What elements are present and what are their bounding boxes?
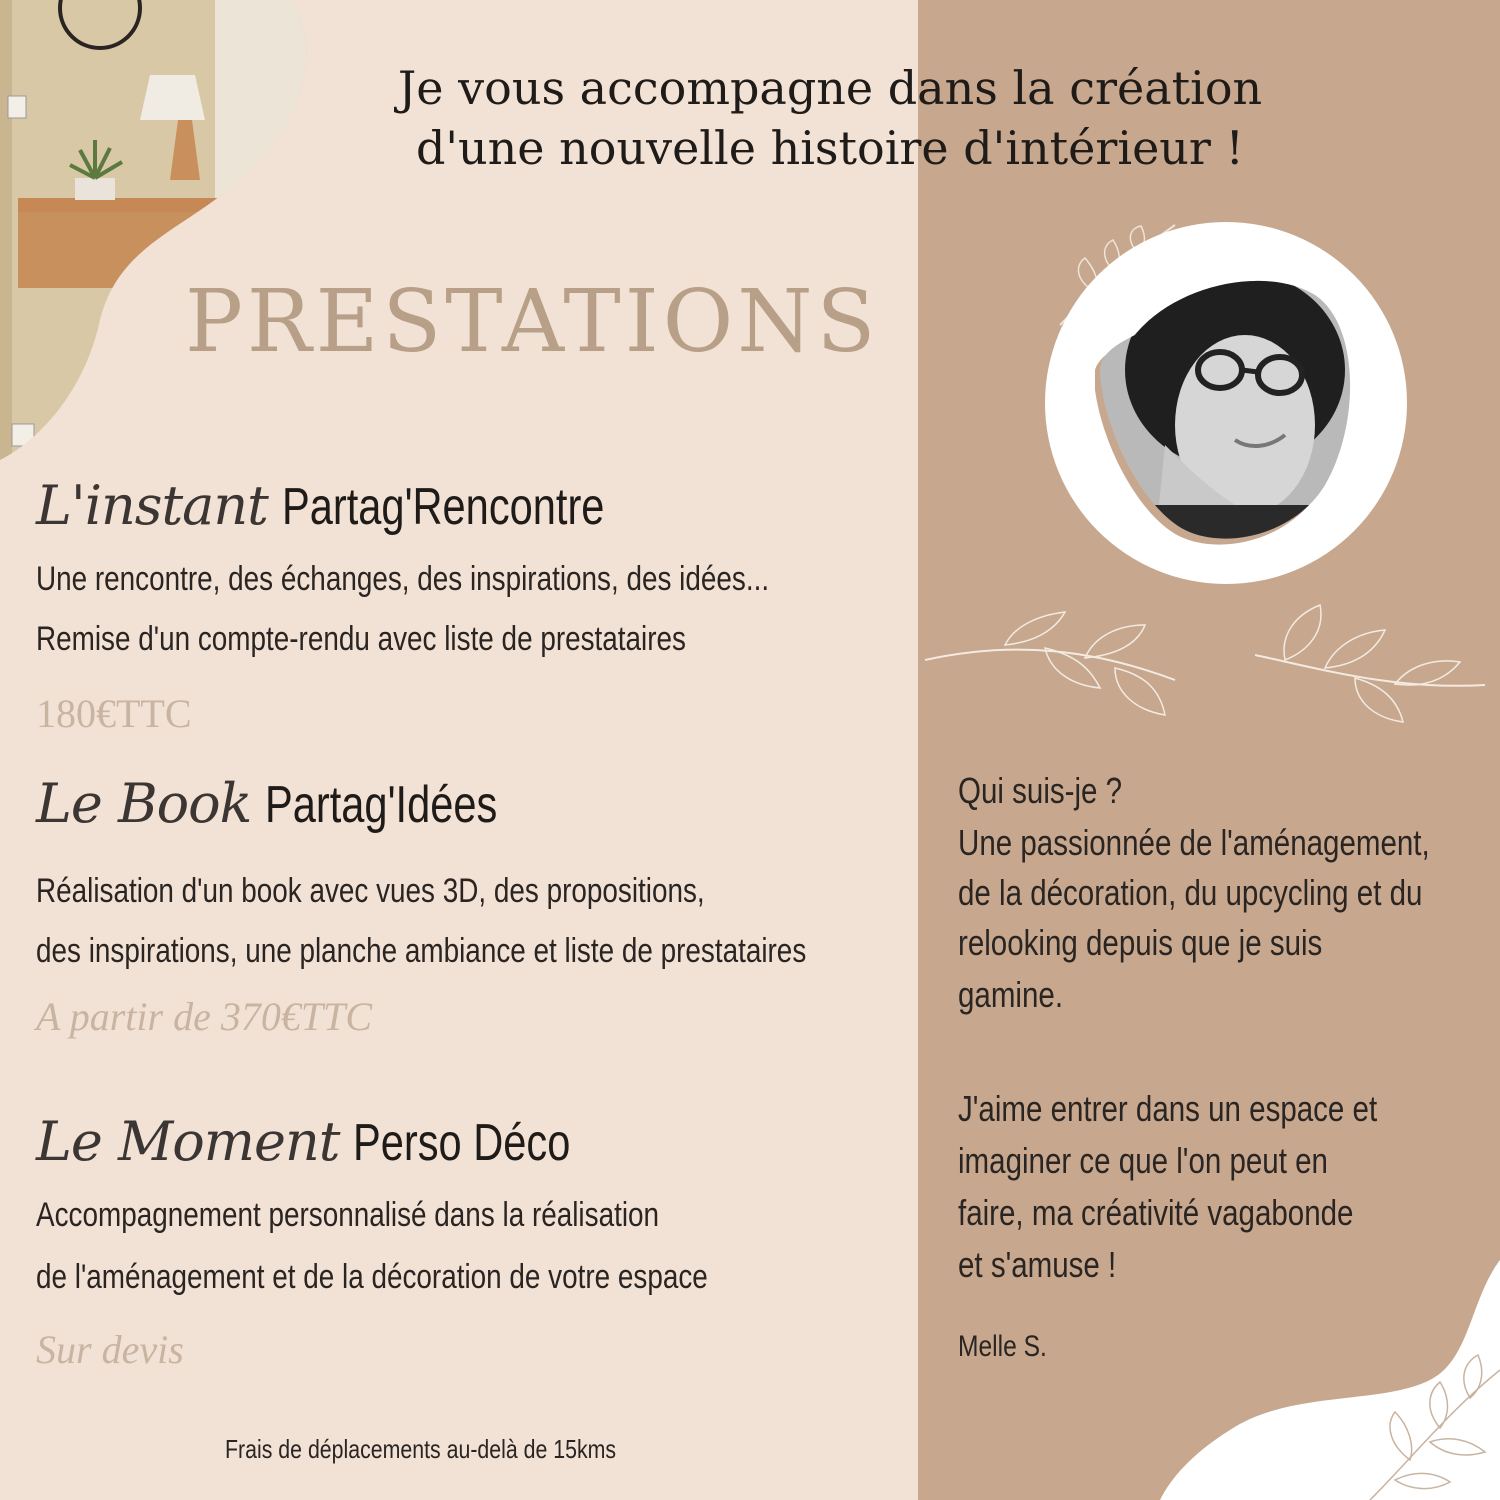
portrait-photo [1095, 275, 1357, 545]
service-1-heading [36, 474, 685, 537]
service-3-desc-2: de l'aménagement et de la décoration de votre espace [36, 1258, 708, 1296]
service-3-desc-1: Accompagnement personnalisé dans la réalisation [36, 1196, 660, 1234]
service-2-desc-2: des inspirations, une planche ambiance et liste de prestataires [36, 932, 807, 970]
travel-fee-note: Frais de déplacements au-delà de 15kms [225, 1434, 617, 1464]
signature: Melle S. [958, 1330, 1047, 1363]
interior-photo [0, 0, 330, 470]
bio-line-6: J'aime entrer dans un espace et [958, 1088, 1378, 1129]
service-2-name: Partag'Idées [265, 776, 498, 834]
service-3-price: Sur devis [36, 1327, 184, 1372]
bio-line-1: Qui suis-je ? [958, 770, 1123, 811]
section-title: PRESTATIONS [185, 272, 880, 372]
headline-line-2: d'une nouvelle histoire d'intérieur ! [415, 121, 1245, 175]
service-1-script: L'instant [36, 474, 268, 537]
service-1-price: 180€TTC [36, 691, 192, 736]
service-1-name: Partag'Rencontre [281, 478, 605, 536]
service-3-script: Le Moment [36, 1110, 340, 1173]
decor-blob-bottom-right [1140, 1260, 1500, 1500]
bio-line-8: faire, ma créativité vagabonde [958, 1192, 1354, 1233]
service-3-name: Perso Déco [353, 1114, 571, 1172]
service-2-heading [36, 772, 556, 835]
bio-line-2: Une passionnée de l'aménagement, [958, 822, 1430, 863]
service-3-heading [36, 1110, 625, 1173]
service-2-price: A partir de 370€TTC [36, 994, 372, 1039]
bio-line-4: relooking depuis que je suis [958, 922, 1323, 963]
service-1-desc-1: Une rencontre, des échanges, des inspirations, des idées... [36, 560, 770, 598]
bio-line-9: et s'amuse ! [958, 1244, 1117, 1285]
service-2-desc-1: Réalisation d'un book avec vues 3D, des propositions, [36, 872, 705, 910]
bio-line-7: imaginer ce que l'on peut en [958, 1140, 1328, 1181]
headline-line-1: Je vous accompagne dans la création [397, 61, 1263, 115]
service-2-script: Le Book [36, 772, 252, 835]
bio-line-5: gamine. [958, 974, 1064, 1015]
service-1-desc-2: Remise d'un compte-rendu avec liste de prestataires [36, 620, 686, 658]
leaf-branch-middle-icon [925, 600, 1500, 730]
headline [330, 58, 1330, 178]
bio-line-3: de la décoration, du upcycling et du [958, 872, 1423, 913]
